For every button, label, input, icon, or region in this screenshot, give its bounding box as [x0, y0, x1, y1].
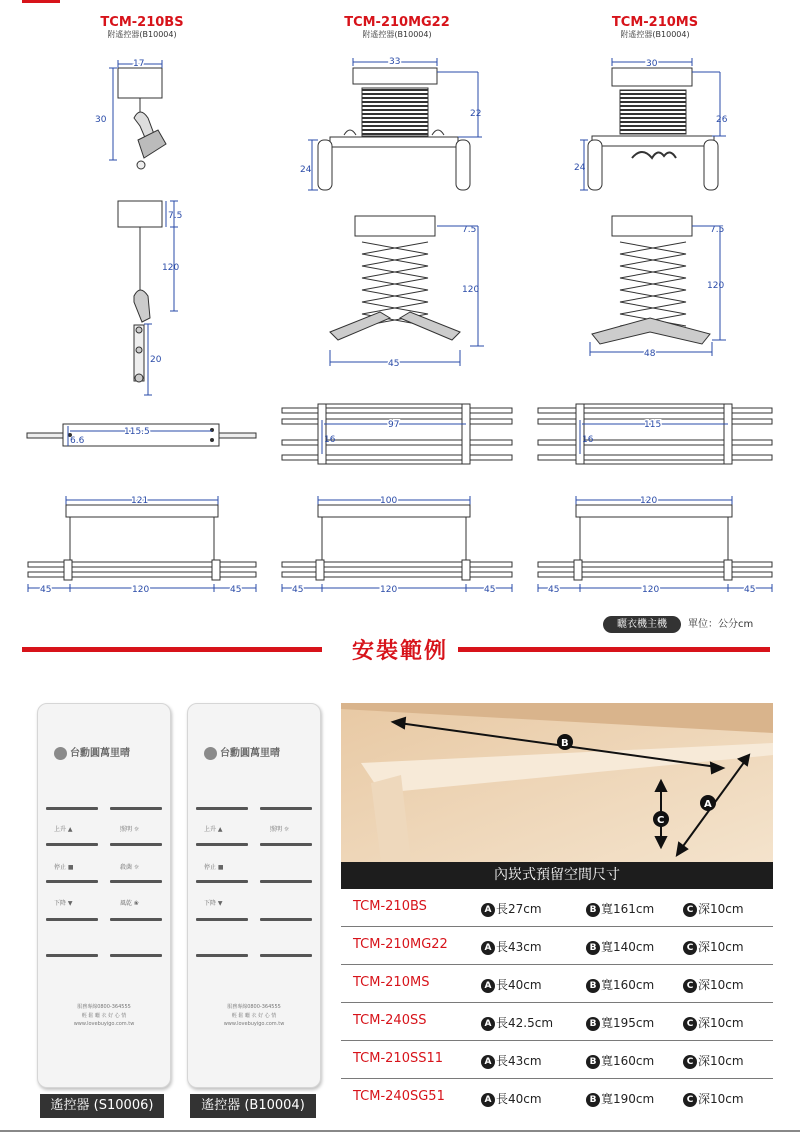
- table-row: [341, 966, 773, 1003]
- badge-c-icon: C: [683, 979, 697, 993]
- badge-a-icon: A: [481, 979, 495, 993]
- ms-plan-drawing: [538, 404, 772, 464]
- badge-c-icon: C: [683, 903, 697, 917]
- badge-c-icon: C: [683, 1017, 697, 1031]
- spec-a: A 長43cm: [481, 938, 542, 955]
- section-line-right: [458, 647, 770, 652]
- spec-c: C 深10cm: [683, 1090, 744, 1107]
- spec-model: TCM-210SS11: [353, 1051, 444, 1066]
- legend-badge: 曬衣機主機: [603, 616, 681, 633]
- spec-c: C 深10cm: [683, 900, 744, 917]
- spec-model: TCM-240SG51: [353, 1089, 445, 1104]
- spec-b: B 寬161cm: [586, 900, 654, 917]
- remote-b10004: [187, 703, 321, 1088]
- model-title-mg: TCM-210MG22: [344, 15, 450, 30]
- table-row: [341, 1004, 773, 1041]
- dim-mg-mid-len: 120: [462, 285, 480, 295]
- dim-ms-top-w: 30: [646, 59, 658, 69]
- btn-down-label: 下降 ▼: [54, 900, 73, 907]
- btn-light-label: 照明 ☼: [120, 826, 140, 833]
- spec-model: TCM-210MS: [353, 975, 430, 990]
- bs-upper-drawing: [109, 60, 166, 169]
- ms-lower-drawing: [590, 216, 726, 356]
- btn-sterilize-label: 殺菌 ☼: [120, 864, 140, 871]
- btn-down-label: 下降 ▼: [204, 900, 223, 907]
- btn-up-label: 上升 ▲: [204, 826, 223, 833]
- photo-label-b: B: [561, 738, 569, 749]
- dim-plan-bs-w: 115.5: [124, 427, 150, 437]
- dim-ms-mid-h: 7.5: [710, 225, 725, 235]
- remote-divider: [196, 807, 248, 810]
- dim-front-ms-right: 45: [744, 585, 756, 595]
- brand-logo-icon: [54, 747, 67, 760]
- dim-bs-mid-len: 120: [162, 263, 180, 273]
- remote-caption-s10006: 遙控器 (S10006): [40, 1094, 164, 1118]
- table-row: [341, 928, 773, 965]
- dim-ms-top-h: 26: [716, 115, 728, 125]
- spec-c: C 深10cm: [683, 976, 744, 993]
- model-title-ms: TCM-210MS: [611, 15, 699, 30]
- legend-unit: 單位：公分cm: [688, 619, 754, 630]
- remote-divider: [110, 880, 162, 883]
- dim-plan-ms-h: 16: [582, 435, 594, 445]
- dim-ms-frame-h: 24: [574, 163, 586, 173]
- remote-divider: [196, 843, 248, 846]
- remote-brand: 台勳圓萬里晴: [204, 744, 280, 760]
- dim-front-bs-right: 45: [230, 585, 242, 595]
- dim-ms-mid-len: 120: [707, 281, 725, 291]
- dim-bs-top-w: 17: [133, 59, 145, 69]
- badge-a-icon: A: [481, 941, 495, 955]
- dim-mg-frame-h: 24: [300, 165, 312, 175]
- spec-b: B 寬140cm: [586, 938, 654, 955]
- mg-plan-drawing: [282, 404, 512, 464]
- spec-b: B 寬195cm: [586, 1014, 654, 1031]
- dim-front-mg-top: 100: [380, 496, 398, 506]
- bottom-rule: [0, 1130, 800, 1132]
- remote-divider: [46, 918, 98, 921]
- dim-bs-top-h: 30: [95, 115, 107, 125]
- badge-b-icon: B: [586, 903, 600, 917]
- dim-plan-mg-h: 16: [324, 435, 336, 445]
- remote-slogan: 輕 鬆 曬 衣 好 心 情: [231, 1013, 277, 1019]
- remote-divider: [46, 807, 98, 810]
- model-sub-ms: 附遙控器(B10004): [620, 30, 690, 39]
- dim-front-ms-left: 45: [548, 585, 560, 595]
- table-row: [341, 1080, 773, 1116]
- spec-a: A 長40cm: [481, 976, 542, 993]
- badge-a-icon: A: [481, 1055, 495, 1069]
- spec-c: C 深10cm: [683, 938, 744, 955]
- spec-model: TCM-240SS: [353, 1013, 427, 1028]
- remote-s10006: [37, 703, 171, 1088]
- spec-b: B 寬160cm: [586, 1052, 654, 1069]
- badge-a-icon: A: [481, 1017, 495, 1031]
- badge-a-icon: A: [481, 903, 495, 917]
- remote-divider: [260, 954, 312, 957]
- brand-logo-icon: [204, 747, 217, 760]
- dim-mg-mid-h: 7.5: [462, 225, 477, 235]
- btn-dry-label: 風乾 ❀: [120, 900, 139, 907]
- remote-divider: [260, 880, 312, 883]
- remote-divider: [196, 918, 248, 921]
- ms-front-drawing: [538, 496, 772, 592]
- mg-lower-drawing: [330, 216, 484, 366]
- dim-front-ms-top: 120: [640, 496, 658, 506]
- remote-brand: 台勳圓萬里晴: [54, 744, 130, 760]
- badge-c-icon: C: [683, 1055, 697, 1069]
- dim-mg-top-w: 33: [389, 57, 401, 67]
- spec-a: A 長40cm: [481, 1090, 542, 1107]
- spec-c: C 深10cm: [683, 1014, 744, 1031]
- remote-divider: [196, 880, 248, 883]
- remote-divider: [260, 807, 312, 810]
- spec-b: B 寬160cm: [586, 976, 654, 993]
- badge-b-icon: B: [586, 941, 600, 955]
- remote-divider: [110, 807, 162, 810]
- remote-hotline: 服務專線0800-364555: [227, 1004, 281, 1010]
- remote-divider: [46, 954, 98, 957]
- dim-plan-mg-w: 97: [388, 420, 400, 430]
- dim-front-mg-mid: 120: [380, 585, 398, 595]
- remote-website: www.lovebuyigo.com.tw: [73, 1021, 135, 1027]
- spec-table-title: 內崁式預留空間尺寸: [341, 862, 773, 889]
- remote-divider: [110, 918, 162, 921]
- model-sub-bs: 附遙控器(B10004): [107, 30, 177, 39]
- remote-divider: [260, 918, 312, 921]
- dim-front-mg-right: 45: [484, 585, 496, 595]
- remote-hotline: 服務專線0800-364555: [77, 1004, 131, 1010]
- spec-model: TCM-210BS: [353, 899, 427, 914]
- mg-upper-drawing: [308, 58, 482, 190]
- mg-front-drawing: [282, 496, 512, 592]
- dim-ms-base-w: 48: [644, 349, 656, 359]
- table-row: [341, 1042, 773, 1079]
- spec-b: B 寬190cm: [586, 1090, 654, 1107]
- remote-divider: [110, 954, 162, 957]
- section-line-left: [22, 647, 322, 652]
- badge-b-icon: B: [586, 979, 600, 993]
- technical-drawings: [0, 40, 800, 610]
- badge-c-icon: C: [683, 941, 697, 955]
- spec-model: TCM-210MG22: [353, 937, 448, 952]
- dim-mg-base-w: 45: [388, 359, 400, 369]
- top-accent: [22, 0, 60, 3]
- bs-front-drawing: [28, 496, 256, 592]
- dim-front-bs-mid: 120: [132, 585, 150, 595]
- dim-front-ms-mid: 120: [642, 585, 660, 595]
- photo-label-a: A: [704, 799, 712, 810]
- dim-plan-ms-w: 115: [644, 420, 662, 430]
- badge-b-icon: B: [586, 1017, 600, 1031]
- badge-b-icon: B: [586, 1093, 600, 1107]
- ms-upper-drawing: [580, 58, 726, 190]
- installation-photo: [341, 703, 773, 862]
- dim-front-bs-left: 45: [40, 585, 52, 595]
- btn-up-label: 上升 ▲: [54, 826, 73, 833]
- remote-caption-b10004: 遙控器 (B10004): [190, 1094, 316, 1118]
- badge-b-icon: B: [586, 1055, 600, 1069]
- spec-a: A 長42.5cm: [481, 1014, 553, 1031]
- photo-label-c: C: [657, 815, 665, 826]
- section-title: 安裝範例: [351, 639, 448, 664]
- remote-divider: [196, 954, 248, 957]
- btn-stop-label: 停止 ■: [54, 864, 74, 871]
- spec-a: A 長43cm: [481, 1052, 542, 1069]
- dim-plan-bs-h: 6.6: [70, 436, 85, 446]
- dim-bs-mid-h: 7.5: [168, 211, 183, 221]
- remote-divider: [46, 880, 98, 883]
- btn-stop-label: 停止 ■: [204, 864, 224, 871]
- dim-mg-top-h: 22: [470, 109, 482, 119]
- remote-website: www.lovebuyigo.com.tw: [223, 1021, 285, 1027]
- remote-divider: [110, 843, 162, 846]
- remote-slogan: 輕 鬆 曬 衣 好 心 情: [81, 1013, 127, 1019]
- model-sub-mg: 附遙控器(B10004): [362, 30, 432, 39]
- spec-c: C 深10cm: [683, 1052, 744, 1069]
- badge-c-icon: C: [683, 1093, 697, 1107]
- table-row: [341, 890, 773, 927]
- dim-front-bs-top: 121: [131, 496, 149, 506]
- model-title-bs: TCM-210BS: [100, 15, 184, 30]
- spec-a: A 長27cm: [481, 900, 542, 917]
- remote-divider: [46, 843, 98, 846]
- badge-a-icon: A: [481, 1093, 495, 1107]
- bs-lower-drawing: [118, 201, 178, 395]
- dim-bs-hook: 20: [150, 355, 162, 365]
- remote-divider: [260, 843, 312, 846]
- dim-front-mg-left: 45: [292, 585, 304, 595]
- btn-light-label: 照明 ☼: [270, 826, 290, 833]
